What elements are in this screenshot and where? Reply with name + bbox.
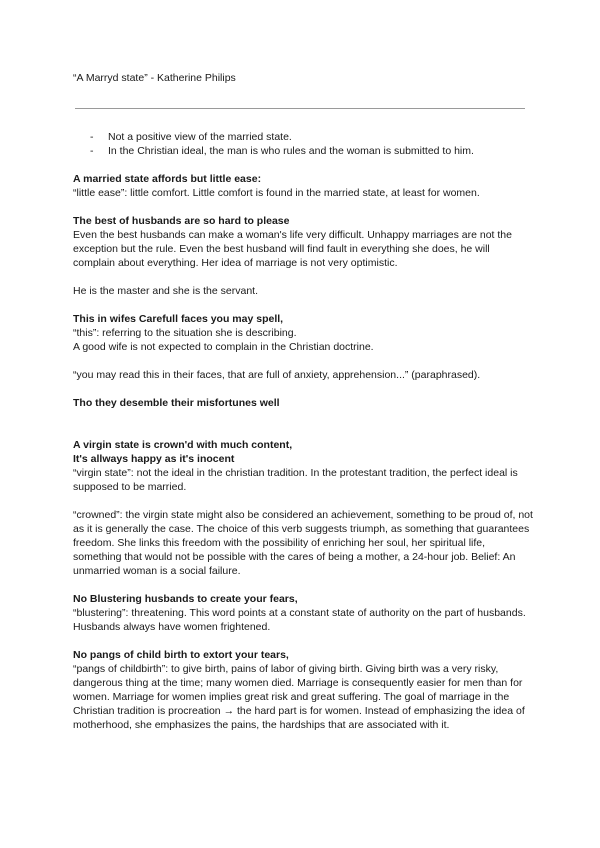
bullet-list (73, 130, 533, 158)
paragraph: “crowned”: the virgin state might also be considered an achievement, something to be proud of, not as it is generally the case. The choice of this verb suggests triumph, as something that guarantees freedom. She links this freedom with the possibility of enriching her soul, her spiritual life, something that would not be possible with the cares of being a mother, a 24-hour job. Belief: An unmarried woman is a social failure. (73, 509, 533, 577)
document-body (73, 130, 533, 732)
list-item-text: In the Christian ideal, the man is who rules and the woman is submitted to him. (108, 145, 474, 157)
paragraph: “this”: referring to the situation she is describing. (73, 327, 297, 339)
dash-bullet-icon: - (90, 145, 94, 157)
section-heading: A married state affords but little ease: (73, 173, 262, 185)
paragraph: Even the best husbands can make a woman's life very difficult. Unhappy marriages are not the exception but the rule. Even the best husband will find fault in everything she does, he will complain about everything. Her idea of marriage is not very optimistic. (73, 229, 512, 269)
horizontal-divider (75, 108, 525, 109)
paragraph: “little ease”: little comfort. Little comfort is found in the married state, at least for women. (73, 187, 480, 199)
paragraph: “virgin state”: not the ideal in the christian tradition. In the protestant tradition, the perfect ideal is supposed to be married. (73, 467, 518, 493)
section-heading: Tho they desemble their misfortunes well (73, 397, 280, 409)
paragraph: “you may read this in their faces, that are full of anxiety, apprehension...” (paraphrased). (73, 369, 481, 381)
dash-bullet-icon: - (90, 131, 94, 143)
section-heading: No pangs of child birth to extort your tears, (73, 649, 289, 661)
section-heading: It's allways happy as it's inocent (73, 453, 235, 465)
paragraph: He is the master and she is the servant. (73, 285, 259, 297)
list-item (73, 130, 533, 144)
section-heading: No Blustering husbands to create your fears, (73, 593, 298, 605)
list-item-text: Not a positive view of the married state. (108, 131, 292, 143)
paragraph: A good wife is not expected to complain in the Christian doctrine. (73, 341, 374, 353)
section-heading: A virgin state is crown'd with much content, (73, 439, 293, 451)
section-heading: This in wifes Carefull faces you may spell, (73, 313, 284, 325)
document-title: “A Marryd state” - Katherine Philips (73, 72, 236, 84)
paragraph: “pangs of childbirth”: to give birth, pains of labor of giving birth. Giving birth was a very risky, dangerous thing at the time; many women died. Marriage is consequently easier for men than for women. Marriage for women implies great risk and great suffering. The goal of marriage in the Christian tradition is procreation → the hard part is for women. Instead of emphasizing the idea of motherhood, she emphasizes the pains, the hardships that are associated with it. (73, 663, 525, 731)
section-heading: The best of husbands are so hard to please (73, 215, 290, 227)
list-item (73, 144, 533, 158)
paragraph: “blustering”: threatening. This word points at a constant state of authority on the part of husbands. Husbands always have women frightened. (73, 607, 526, 633)
